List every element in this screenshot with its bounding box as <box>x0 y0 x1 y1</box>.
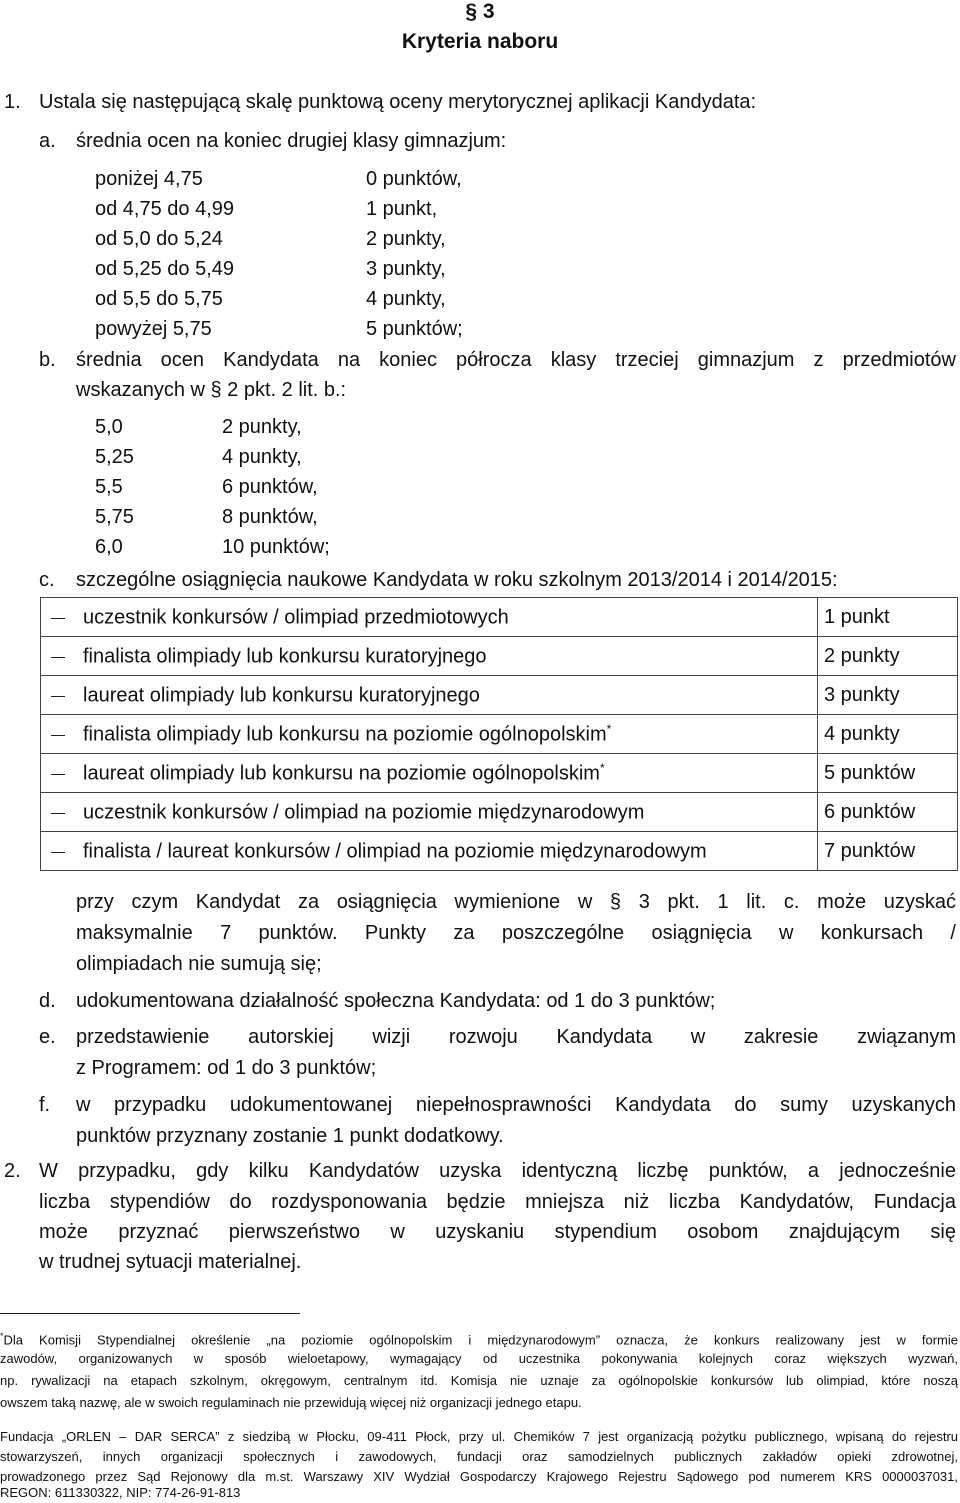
item-c-note-line-1: przy czym Kandydat za osiągnięcia wymienione w § 3 pkt. 1 lit. c. może uzyskać <box>76 891 956 913</box>
achievement-points: 6 punktów <box>818 793 958 832</box>
scale-b-points: 4 punkty, <box>222 446 302 468</box>
dash-bullet <box>51 774 65 775</box>
scale-a-points: 2 punkty, <box>366 228 446 250</box>
table-row <box>41 676 958 715</box>
legal-footer-line-2: stowarzyszeń, innych organizacji społecznych i zawodowych, fundacji oraz samodzielnych publicznych zakładów opieki zdrowotnej, <box>0 1449 958 1464</box>
scale-a-points: 5 punktów; <box>366 318 463 340</box>
scale-a-range: od 4,75 do 4,99 <box>95 198 235 220</box>
item-d-letter: d. <box>39 990 56 1012</box>
item-f-text-line-1: w przypadku udokumentowanej niepełnosprawności Kandydata do sumy uzyskanych <box>76 1094 956 1116</box>
scale-b-points: 2 punkty, <box>222 416 302 438</box>
item-e-letter: e. <box>39 1026 56 1048</box>
scale-b-grade: 6,0 <box>95 536 123 558</box>
scale-a-range: od 5,0 do 5,24 <box>95 228 223 250</box>
scale-b-grade: 5,25 <box>95 446 134 468</box>
section-number: § 3 <box>465 0 495 23</box>
item-1-text: Ustala się następującą skalę punktową oceny merytorycznej aplikacji Kandydata: <box>39 91 757 113</box>
dash-bullet <box>51 735 65 736</box>
achievement-description: uczestnik konkursów / olimpiad na poziomie międzynarodowym <box>41 793 818 832</box>
scale-a-range: od 5,5 do 5,75 <box>95 288 223 310</box>
item-f-letter: f. <box>39 1094 51 1116</box>
achievement-description: finalista / laureat konkursów / olimpiad na poziomie międzynarodowym <box>41 832 818 871</box>
table-row <box>41 793 958 832</box>
legal-footer-line-4: REGON: 611330322, NIP: 774-26-91-813 <box>0 1485 241 1500</box>
achievement-points: 5 punktów <box>818 754 958 793</box>
achievements-table <box>40 597 958 871</box>
table-row <box>41 832 958 871</box>
achievement-points: 7 punktów <box>818 832 958 871</box>
scale-b-grade: 5,75 <box>95 506 134 528</box>
scale-b-points: 8 punktów, <box>222 506 318 528</box>
footnote-reference: * <box>599 760 605 775</box>
achievement-description: finalista olimpiady lub konkursu na poziomie ogólnopolskim* <box>41 715 818 754</box>
item-c-note-line-2: maksymalnie 7 punktów. Punkty za poszczególne osiągnięcia w konkursach / <box>76 922 956 944</box>
achievement-description: laureat olimpiady lub konkursu kuratoryjnego <box>41 676 818 715</box>
achievement-points: 2 punkty <box>818 637 958 676</box>
legal-footer-line-3: prowadzonego przez Sąd Rejonowy dla m.st. Warszawy XIV Wydział Gospodarczy Krajowego Rejestru Sądowego pod numerem KRS 0000037031, <box>0 1469 958 1484</box>
scale-a-points: 0 punktów, <box>366 168 462 190</box>
item-2-text-line-3: może przyznać pierwszeństwo w uzyskaniu stypendium osobom znajdującym się <box>39 1221 956 1243</box>
item-b-text-line-2: wskazanych w § 2 pkt. 2 lit. b.: <box>76 379 347 401</box>
table-row <box>41 715 958 754</box>
item-c-note-line-3: olimpiadach nie sumują się; <box>76 953 322 975</box>
table-row <box>41 637 958 676</box>
achievement-points: 3 punkty <box>818 676 958 715</box>
footnote-reference: * <box>606 721 612 736</box>
scale-a-points: 1 punkt, <box>366 198 438 220</box>
table-row <box>41 598 958 637</box>
item-b-letter: b. <box>39 349 56 371</box>
item-1-number: 1. <box>4 91 21 113</box>
item-2-text-line-2: liczba stypendiów do rozdysponowania będzie mniejsza niż liczba Kandydatów, Fundacja <box>39 1191 956 1213</box>
scale-a-points: 4 punkty, <box>366 288 446 310</box>
achievement-points: 4 punkty <box>818 715 958 754</box>
item-b-text-line-1: średnia ocen Kandydata na koniec półrocza klasy trzeciej gimnazjum z przedmiotów <box>76 349 956 371</box>
item-c-text: szczególne osiągnięcia naukowe Kandydata w roku szkolnym 2013/2014 i 2014/2015: <box>76 569 838 591</box>
item-2-number: 2. <box>4 1160 21 1182</box>
achievement-description: finalista olimpiady lub konkursu kuratoryjnego <box>41 637 818 676</box>
scale-b-points: 6 punktów, <box>222 476 318 498</box>
item-2-text-line-1: W przypadku, gdy kilku Kandydatów uzyska identyczną liczbę punktów, a jednocześnie <box>39 1160 956 1182</box>
achievement-points: 1 punkt <box>818 598 958 637</box>
scale-a-range: powyżej 5,75 <box>95 318 212 340</box>
dash-bullet <box>51 852 65 853</box>
item-f-text-line-2: punktów przyznany zostanie 1 punkt dodatkowy. <box>76 1125 504 1147</box>
item-a-text: średnia ocen na koniec drugiej klasy gimnazjum: <box>76 130 507 152</box>
scale-b-grade: 5,5 <box>95 476 123 498</box>
item-a-letter: a. <box>39 130 56 152</box>
scale-a-range: od 5,25 do 5,49 <box>95 258 235 280</box>
legal-footer-line-1: Fundacja „ORLEN – DAR SERCA” z siedzibą w Płocku, 09-411 Płock, przy ul. Chemików 7 jest organizacją pożytku publicznego, wpisaną do rejestru <box>0 1429 958 1444</box>
achievement-description: laureat olimpiady lub konkursu na poziomie ogólnopolskim* <box>41 754 818 793</box>
footnote-line-3: np. rywalizacji na etapach szkolnym, okręgowym, centralnym itd. Komisja nie uznaje za ogólnopolskie konkursów lub olimpiad, które noszą <box>0 1373 958 1388</box>
footnote-line-4: owszem taką nazwę, ale w swoich regulaminach nie przewidują więcej niż organizacji jednego etapu. <box>0 1395 582 1410</box>
achievement-description: uczestnik konkursów / olimpiad przedmiotowych <box>41 598 818 637</box>
item-e-text-line-1: przedstawienie autorskiej wizji rozwoju Kandydata w zakresie związanym <box>76 1026 956 1048</box>
footnote-line-1: *Dla Komisji Stypendialnej określenie „na poziomie ogólnopolskim i międzynarodowym” oznacza, że konkurs realizowany jest w formie <box>0 1331 958 1348</box>
table-row <box>41 754 958 793</box>
footnote-line-2: zawodów, organizowanych w sposób wieloetapowy, wymagający od uczestnika pokonywania kolejnych coraz większych wyzwań, <box>0 1351 958 1366</box>
scale-a-points: 3 punkty, <box>366 258 446 280</box>
item-2-text-line-4: w trudnej sytuacji materialnej. <box>39 1251 302 1273</box>
dash-bullet <box>51 618 65 619</box>
footnote-separator <box>0 1313 300 1314</box>
dash-bullet <box>51 657 65 658</box>
scale-a-range: poniżej 4,75 <box>95 168 203 190</box>
scale-b-points: 10 punktów; <box>222 536 330 558</box>
section-title: Kryteria naboru <box>401 30 559 53</box>
item-d-text: udokumentowana działalność społeczna Kandydata: od 1 do 3 punktów; <box>76 990 716 1012</box>
scale-b-grade: 5,0 <box>95 416 123 438</box>
item-c-letter: c. <box>39 569 55 591</box>
item-e-text-line-2: z Programem: od 1 do 3 punktów; <box>76 1057 377 1079</box>
dash-bullet <box>51 696 65 697</box>
dash-bullet <box>51 813 65 814</box>
